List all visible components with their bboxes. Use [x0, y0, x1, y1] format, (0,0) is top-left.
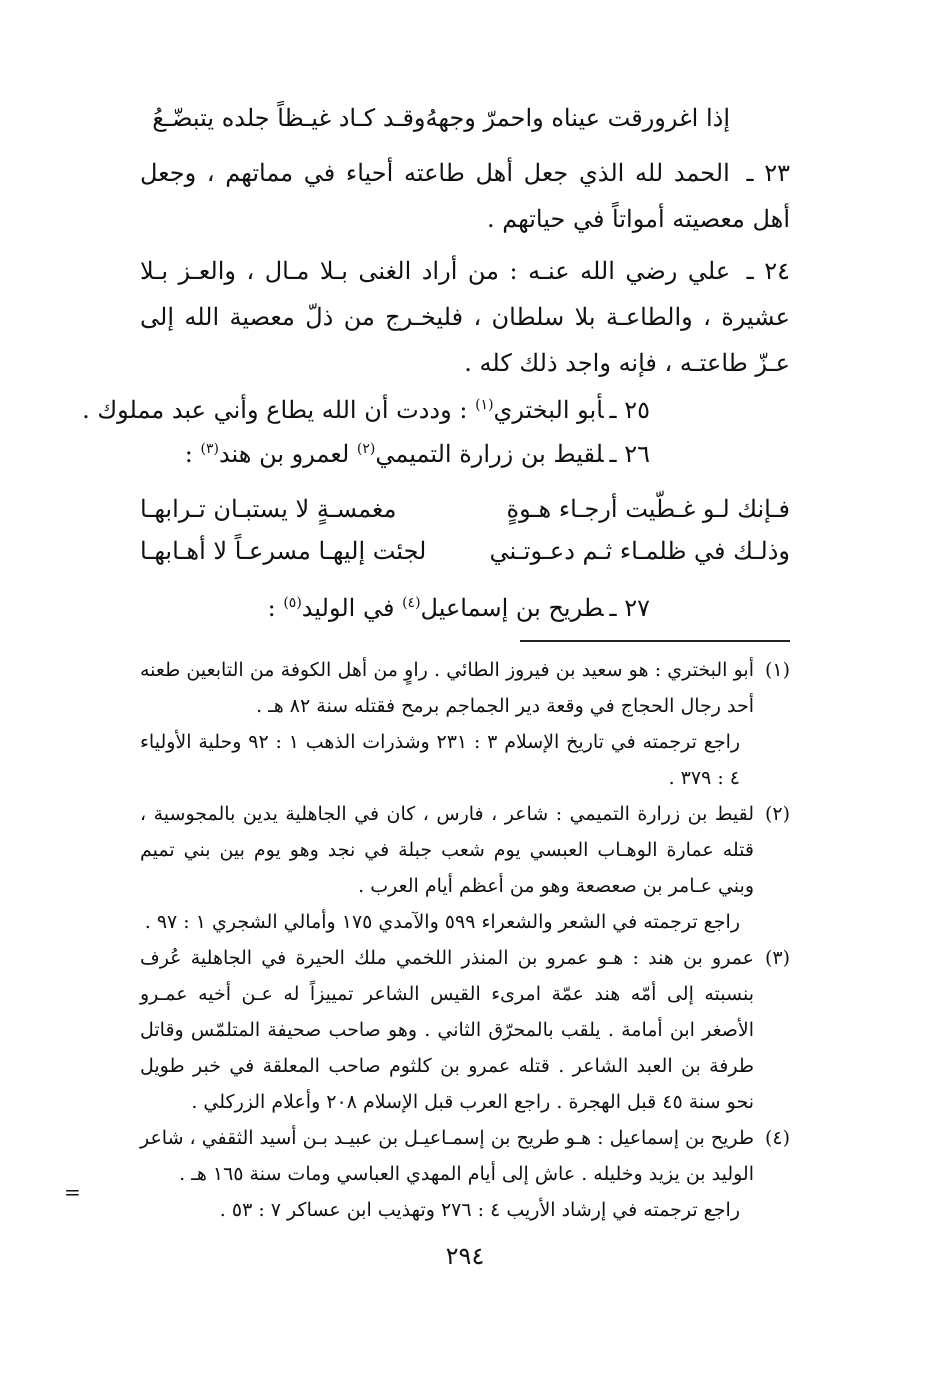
entry-text-start: طريح بن إسماعيل — [420, 594, 604, 622]
footnote-ref: (٥) — [283, 595, 302, 611]
poem-line — [140, 488, 790, 530]
entry-text-end: : — [267, 594, 284, 622]
footnote-number: (٢) — [764, 803, 790, 825]
poem-first-hemistich: فـإنك لـو غـطّيت أرجـاء هـوةٍ — [506, 495, 790, 523]
entry-text: الحمد لله الذي جعل أهل طاعته أحياء في مماتهم ، وجعل أهل معصيته أمواتاً في حياتهم . — [140, 159, 790, 233]
footnote-number: (٣) — [764, 947, 790, 969]
entry-number: ٢٦ ـ — [609, 440, 650, 468]
footnote-separator — [520, 640, 790, 642]
verse-line-top — [152, 100, 730, 136]
footnote-ref: (٤) — [402, 595, 421, 611]
entry-text-start: لقيط بن زرارة التميمي — [375, 440, 604, 468]
footnote-1 — [140, 652, 790, 724]
entry-25 — [82, 390, 790, 430]
poem-line — [140, 530, 790, 572]
entry-text-middle: لعمرو بن هند — [218, 440, 357, 468]
entry-text-end: : وددت أن الله يطاع وأني عبد مملوك . — [82, 396, 476, 424]
entry-number: ٢٣ ـ — [746, 159, 790, 187]
poem-second-hemistich: مغمسـةٍ لا يستبـان تـرابهـا — [140, 495, 397, 523]
footnote-reference: راجع ترجمته في إرشاد الأريب ٤ : ٢٧٦ وتهذيب ابن عساكر ٧ : ٥٣ . — [219, 1199, 740, 1221]
entry-27 — [140, 588, 790, 628]
verse-first-hemistich: إذا اغرورقت عيناه واحمرّ وجههُ — [425, 104, 730, 132]
entry-26 — [140, 434, 790, 474]
page-number: ٢٩٤ — [445, 1242, 485, 1270]
poem-second-hemistich: لجئت إليهـا مسرعـاً لا أهـابهـا — [140, 537, 427, 565]
entry-24 — [140, 248, 790, 386]
entry-number: ٢٧ ـ — [609, 594, 650, 622]
footnote-text: عمرو بن هند : هـو عمرو بن المنذر اللخمي ملك الحيرة في الجاهلية عُرف بنسبته إلى أمّه هند عمّة امرىء القيس الشاعر تمييزاً له عـن أخيه عمـرو الأصغر ابن أمامة . يلقب بالمحرّق الثاني . وهو صاحب صحيفة المتلمّس وقاتل طرفة بن العبد الشاعر . قتله عمرو بن كلثوم صاحب المعلقة في خبر طويل نحو سنة ٤٥ قبل الهجرة . راجع العرب قبل الإسلام ٢٠٨ وأعلام الزركلي . — [140, 947, 754, 1113]
entry-number: ٢٤ ـ — [746, 257, 790, 285]
entry-number: ٢٥ ـ — [609, 396, 650, 424]
entry-text-end: : — [184, 440, 201, 468]
footnote-ref: (٣) — [200, 441, 219, 457]
verse-second-hemistich: وقـد كـاد غيـظاً جلده يتبضّـعُ — [152, 104, 426, 132]
footnote-2 — [140, 796, 790, 904]
footnote-3 — [140, 940, 790, 1120]
footnote-text: أبو البختري : هو سعيد بن فيروز الطائي . راوٍ من أهل الكوفة من التابعين طعنه أحد رجال الحجاج في وقعة دير الجماجم برمح فقتله سنة ٨٢ هـ . — [140, 659, 754, 717]
continuation-mark: = — [64, 1180, 81, 1204]
footnote-number: (١) — [764, 659, 790, 681]
footnote-text: لقيط بن زرارة التميمي : شاعر ، فارس ، كان في الجاهلية يدين بالمجوسية ، قتله عمارة الوهـاب العبسي يوم شعب جبلة في نجد وهو يوم بين بني تميم وبني عـامر بن صعصعة وهو من أعظم أيام العرب . — [140, 803, 754, 897]
footnote-reference: راجع ترجمته في الشعر والشعراء ٥٩٩ والآمدي ١٧٥ وأمالي الشجري ١ : ٩٧ . — [144, 911, 740, 933]
footnotes — [140, 652, 790, 1228]
poem-first-hemistich: وذلـك في ظلمـاء ثـم دعـوتـني — [489, 537, 790, 565]
footnote-4 — [140, 1120, 790, 1192]
entry-text: علي رضي الله عنـه : من أراد الغنى بـلا مـال ، والعـز بـلا عشيرة ، والطاعـة بلا سلطان ، فليخـرج من ذلّ معصية الله إلى عـزّ طاعتـه ، فإنه واجد ذلك كله . — [140, 257, 790, 377]
entry-text-middle: في الوليد — [301, 594, 403, 622]
footnote-reference: راجع ترجمته في تاريخ الإسلام ٣ : ٢٣١ وشذرات الذهب ١ : ٩٢ وحلية الأولياء ٤ : ٣٧٩ . — [140, 731, 741, 789]
entry-text-start: أبو البختري — [493, 396, 604, 424]
footnote-ref: (١) — [475, 397, 494, 413]
footnote-text: طريح بن إسماعيل : هـو طريح بن إسمـاعيـل بن عبيـد بـن أسيد الثقفي ، شاعر الوليد بن يزيد وخليله . عاش إلى أيام المهدي العباسي ومات سنة ١٦٥ هـ . — [139, 1127, 754, 1185]
entry-23 — [140, 150, 790, 242]
footnote-number: (٤) — [764, 1127, 790, 1149]
footnote-ref: (٢) — [356, 441, 376, 457]
poem — [140, 488, 790, 572]
